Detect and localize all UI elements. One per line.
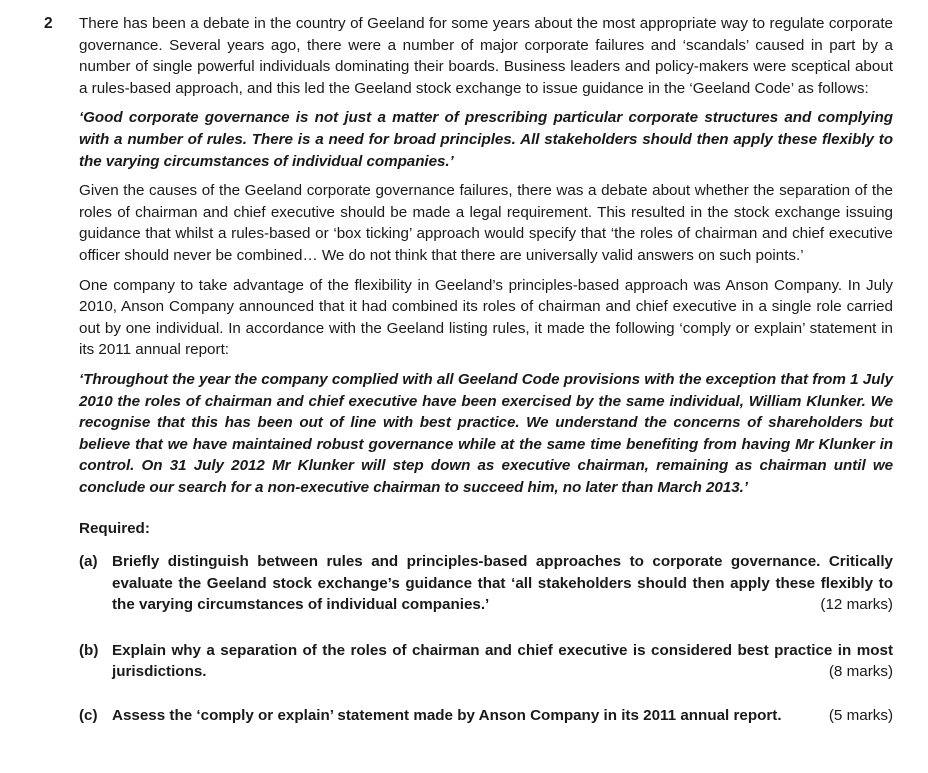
part-text: Briefly distinguish between rules and principles-based approaches to corporate governance. Critically evaluate the Geeland stock exchange’s guidance that ‘all stakeholders should then apply these flexibly to the varying circumstances of individual companies.’ <box>112 553 893 614</box>
part-text: Assess the ‘comply or explain’ statement made by Anson Company in its 2011 annual report. <box>112 707 782 725</box>
requirement-part-a <box>79 551 893 616</box>
part-text: Explain why a separation of the roles of chairman and chief executive is considered best practice in most jurisdictions. <box>112 641 893 681</box>
requirement-part-c <box>79 705 893 727</box>
part-label: (b) <box>79 641 99 659</box>
part-label: (a) <box>79 553 98 571</box>
separation-debate-paragraph: Given the causes of the Geeland corporate governance failures, there was a debate about whether the separation of the roles of chairman and chief executive should be made a legal requirement. This resulted in the stock exchange issuing guidance that whilst a rules-based or ‘box ticking’ approach would specify that ‘the roles of chairman and chief executive officer should never be combined… We do not think that there are universally valid answers on such points.’ <box>79 182 893 264</box>
intro-paragraph: There has been a debate in the country of Geeland for some years about the most appropriate way to regulate corporate governance. Several years ago, there were a number of major corporate failures and ‘scandals’ caused in part by a number of single powerful individuals dominating their boards. Business leaders and policy-makers were sceptical about a rules-based approach, and this led the Geeland stock exchange to issue guidance in the ‘Geeland Code’ as follows: <box>79 15 893 97</box>
required-heading: Required: <box>79 520 150 538</box>
part-marks: (8 marks) <box>828 663 893 681</box>
requirement-part-b <box>79 640 893 683</box>
question-body <box>79 13 893 727</box>
geeland-code-quote: ‘Good corporate governance is not just a matter of prescribing particular corporate structures and complying with a number of rules. There is a need for broad principles. All stakeholders should then apply these flexibly to the varying circumstances of individual companies.’ <box>79 109 893 170</box>
comply-or-explain-quote: ‘Throughout the year the company complied with all Geeland Code provisions with the exception that from 1 July 2010 the roles of chairman and chief executive have been exercised by the same individual, William Klunker. We recognise that this has been out of line with best practice. We understand the concerns of shareholders but believe that we have maintained robust governance while at the same time benefiting from having Mr Klunker in control. On 31 July 2012 Mr Klunker will step down as executive chairman, remaining as chairman until we conclude our search for a non-executive chairman to succeed him, no later than March 2013.’ <box>79 370 893 496</box>
question-number: 2 <box>44 15 53 32</box>
part-marks: (12 marks) <box>820 596 893 614</box>
part-label: (c) <box>79 707 98 725</box>
part-marks: (5 marks) <box>828 707 893 725</box>
anson-company-paragraph: One company to take advantage of the flexibility in Geeland’s principles-based approach was Anson Company. In July 2010, Anson Company announced that it had combined its roles of chairman and chief executive in a single role carried out by one individual. In accordance with the Geeland listing rules, it made the following ‘comply or explain’ statement in its 2011 annual report: <box>79 276 893 359</box>
